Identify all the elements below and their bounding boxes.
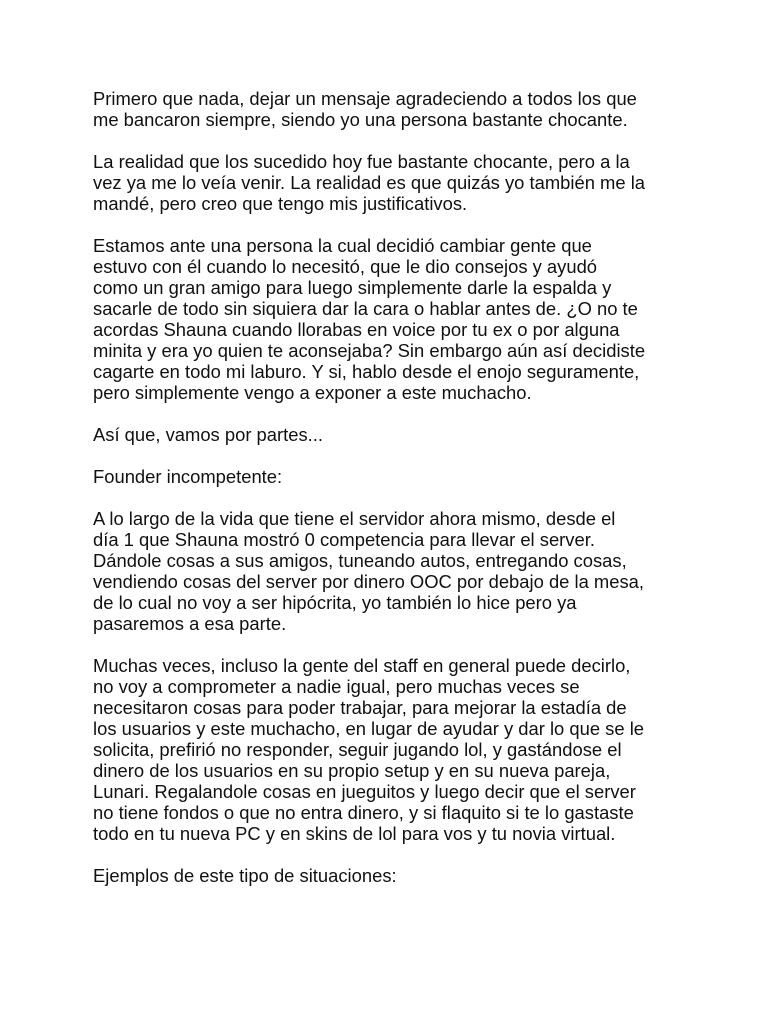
- text-line: Founder incompetente:: [93, 466, 283, 487]
- text-line: minita y era yo quien te aconsejaba? Sin embargo aún así decidiste: [93, 340, 646, 361]
- text-line: sacarle de todo sin siquiera dar la cara o hablar antes de. ¿O no te: [93, 298, 638, 319]
- paragraph: [93, 88, 693, 130]
- text-line: La realidad que los sucedido hoy fue bastante chocante, pero a la: [93, 151, 630, 172]
- text-line: los usuarios y este muchacho, en lugar de ayudar y dar lo que se le: [93, 718, 645, 739]
- document-body: [93, 88, 693, 907]
- text-line: como un gran amigo para luego simplemente darle la espalda y: [93, 277, 612, 298]
- text-line: no tiene fondos o que no entra dinero, y si flaquito si te lo gastaste: [93, 802, 634, 823]
- text-line: pasaremos a esa parte.: [93, 613, 287, 634]
- paragraph: [93, 466, 693, 487]
- text-line: mandé, pero creo que tengo mis justificativos.: [93, 193, 468, 214]
- text-line: Dándole cosas a sus amigos, tuneando autos, entregando cosas,: [93, 550, 627, 571]
- text-line: me bancaron siempre, siendo yo una persona bastante chocante.: [93, 109, 628, 130]
- text-line: Ejemplos de este tipo de situaciones:: [93, 865, 397, 886]
- text-line: estuvo con él cuando lo necesitó, que le dio consejos y ayudó: [93, 256, 598, 277]
- text-line: Estamos ante una persona la cual decidió cambiar gente que: [93, 235, 592, 256]
- text-line: necesitaron cosas para poder trabajar, para mejorar la estadía de: [93, 697, 627, 718]
- text-line: no voy a comprometer a nadie igual, pero muchas veces se: [93, 676, 580, 697]
- text-line: pero simplemente vengo a exponer a este muchacho.: [93, 382, 532, 403]
- text-line: dinero de los usuarios en su propio setup y en su nueva pareja,: [93, 760, 611, 781]
- paragraph: [93, 424, 693, 445]
- text-line: Así que, vamos por partes...: [93, 424, 323, 445]
- text-line: vendiendo cosas del server por dinero OOC por debajo de la mesa,: [93, 571, 645, 592]
- text-line: acordas Shauna cuando llorabas en voice por tu ex o por alguna: [93, 319, 620, 340]
- text-line: cagarte en todo mi laburo. Y si, hablo desde el enojo seguramente,: [93, 361, 640, 382]
- paragraph: [93, 655, 693, 844]
- text-line: Lunari. Regalandole cosas en jueguitos y luego decir que el server: [93, 781, 636, 802]
- paragraph: [93, 235, 693, 403]
- text-line: solicita, prefirió no responder, seguir jugando lol, y gastándose el: [93, 739, 622, 760]
- paragraph: [93, 508, 693, 634]
- text-line: vez ya me lo veía venir. La realidad es que quizás yo también me la: [93, 172, 646, 193]
- text-line: de lo cual no voy a ser hipócrita, yo también lo hice pero ya: [93, 592, 577, 613]
- text-line: Primero que nada, dejar un mensaje agradeciendo a todos los que: [93, 88, 637, 109]
- text-line: Muchas veces, incluso la gente del staff en general puede decirlo,: [93, 655, 631, 676]
- text-line: todo en tu nueva PC y en skins de lol para vos y tu novia virtual.: [93, 823, 616, 844]
- paragraph: [93, 865, 693, 886]
- text-line: A lo largo de la vida que tiene el servidor ahora mismo, desde el: [93, 508, 616, 529]
- paragraph: [93, 151, 693, 214]
- text-line: día 1 que Shauna mostró 0 competencia para llevar el server.: [93, 529, 595, 550]
